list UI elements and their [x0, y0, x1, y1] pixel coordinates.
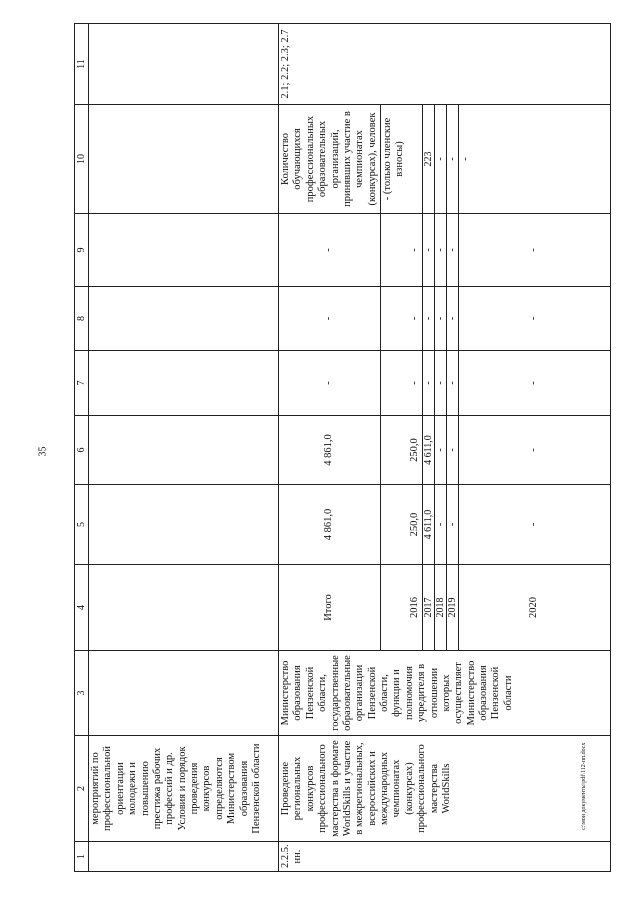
continuation-row [89, 24, 279, 872]
indicator-value: 223 [423, 105, 435, 214]
amount-cell: - [447, 416, 459, 485]
amount-cell: - [447, 287, 459, 351]
amount-cell: - [459, 351, 611, 416]
amount-cell: 4 861,0 [279, 485, 381, 565]
indicator-label: Количество обучающихся профессиональных образовательных организаций, принявших участие в чемпионатах (конкурсах), человек [279, 105, 381, 214]
amount-cell: - [447, 351, 459, 416]
column-number: 10 [75, 105, 89, 214]
amount-cell: - [435, 214, 447, 287]
amount-cell: - [279, 287, 381, 351]
amount-cell: - [459, 214, 611, 287]
page-number: 35 [37, 446, 49, 457]
links-cell: 2.1; 2.2; 2.3; 2.7 [279, 24, 611, 105]
amount-cell: 250,0 [381, 416, 423, 485]
indicator-value: - [435, 105, 447, 214]
column-number: 8 [75, 287, 89, 351]
column-number: 11 [75, 24, 89, 105]
column-number: 3 [75, 651, 89, 736]
year-cell: 2018 [435, 565, 447, 651]
column-number: 6 [75, 416, 89, 485]
amount-cell: - [381, 351, 423, 416]
amount-cell: - [279, 351, 381, 416]
amount-cell: - [447, 214, 459, 287]
activity-executor: Министерство образования Пензенской области, государственные образовательные организации Пензенской области, функции и полномочия учредителя в отношении которых осуществляет Министерство образования Пензенской области [279, 651, 611, 736]
amount-cell: 4 611,0 [423, 416, 435, 485]
activity-number: 2.2.5. нн. [279, 842, 611, 872]
column-number: 7 [75, 351, 89, 416]
year-cell: 2020 [459, 565, 611, 651]
indicator-value: - [459, 105, 611, 214]
amount-cell: - [423, 351, 435, 416]
column-number: 4 [75, 565, 89, 651]
amount-cell: 4 861,0 [279, 416, 381, 485]
amount-cell: - [381, 287, 423, 351]
indicator-value: - [447, 105, 459, 214]
amount-cell: - [447, 485, 459, 565]
column-number: 9 [75, 214, 89, 287]
amount-cell: - [435, 416, 447, 485]
column-number-row [75, 24, 89, 872]
rotated-table-wrapper [74, 24, 622, 872]
activity-row-total [279, 24, 381, 872]
amount-cell: - [423, 287, 435, 351]
amount-cell: - [435, 287, 447, 351]
amount-cell: - [435, 351, 447, 416]
program-activities-table [74, 23, 611, 872]
amount-cell: - [459, 485, 611, 565]
amount-cell: - [435, 485, 447, 565]
year-cell: Итого [279, 565, 381, 651]
column-number: 5 [75, 485, 89, 565]
amount-cell: 4 611,0 [423, 485, 435, 565]
amount-cell: - [423, 214, 435, 287]
year-cell: 2019 [447, 565, 459, 651]
continuation-activity-text: мероприятий по профессиональной ориентации молодежи и повышению престижа рабочих профессий и др. Условия и порядок проведения конкурсов определяются Министерством образования Пензенской области [89, 736, 279, 842]
amount-cell: - [381, 214, 423, 287]
indicator-value: - (только членские взносы) [381, 105, 423, 214]
amount-cell: - [459, 416, 611, 485]
amount-cell: 250,0 [381, 485, 423, 565]
year-cell: 2016 [381, 565, 423, 651]
amount-cell: - [279, 214, 381, 287]
column-number: 1 [75, 842, 89, 872]
amount-cell: - [459, 287, 611, 351]
file-path-footer: c:\мои документы\pdf\112-пп.docx [581, 742, 587, 830]
activity-name: Проведение региональных конкурсов профессионального мастерства в формате WorldSkills и участие в межрегиональных, всероссийских и международных чемпионатах (конкурсах) профессионального мастерства WorldSkills [279, 736, 611, 842]
column-number: 2 [75, 736, 89, 842]
year-cell: 2017 [423, 565, 435, 651]
